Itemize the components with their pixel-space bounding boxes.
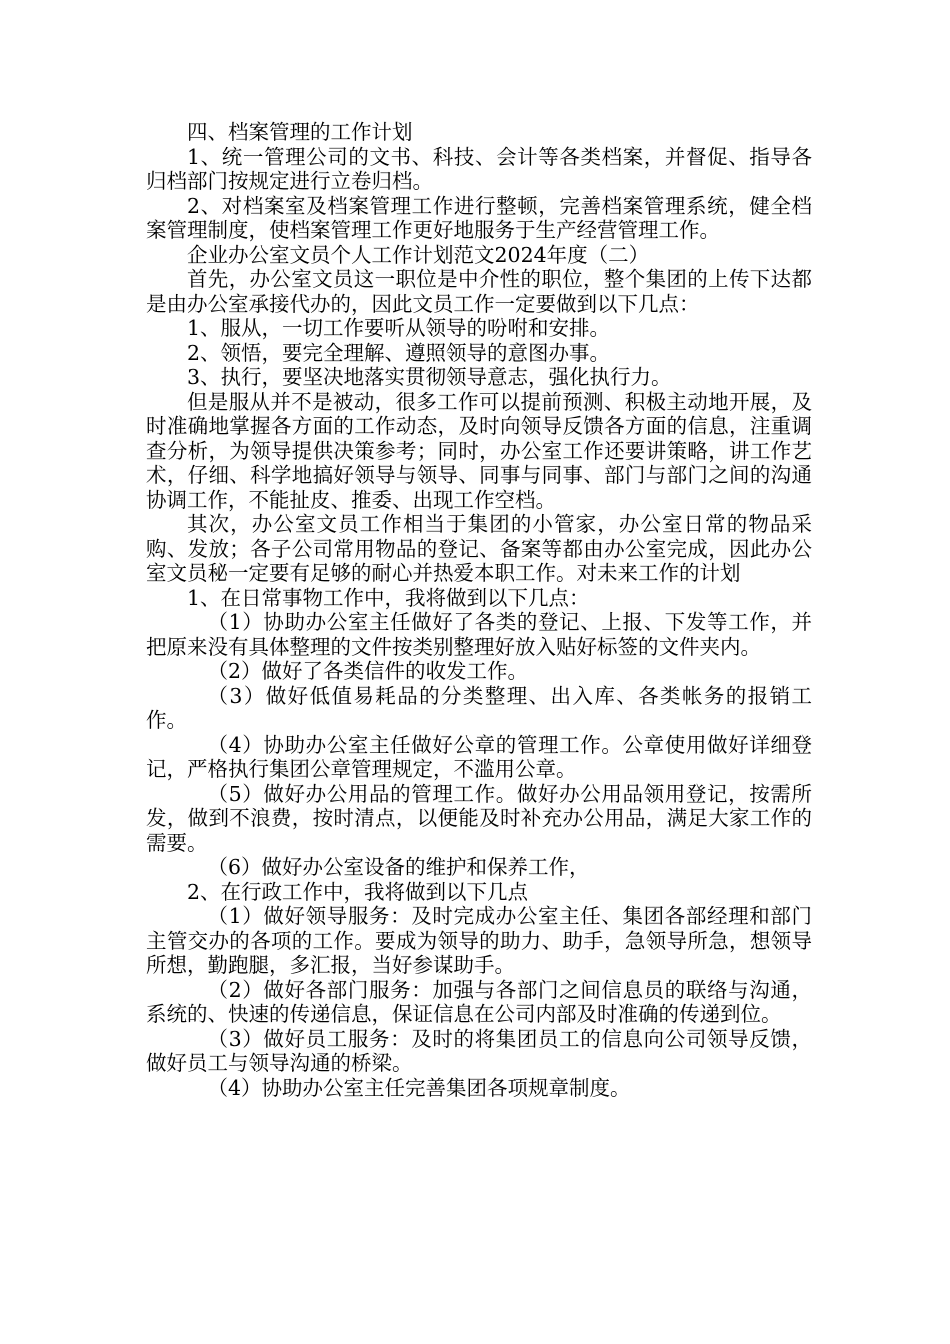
paragraph: 1、在日常事物工作中，我将做到以下几点：	[187, 585, 590, 610]
list-item: （3）做好低值易耗品的分类整理、出入库、各类帐务的报销工作。	[146, 683, 812, 732]
list-item: （1）协助办公室主任做好了各类的登记、上报、下发等工作，并把原来没有具体整理的文件按类别整理好放入贴好标签的文件夹内。	[146, 610, 812, 659]
list-item: （2）做好了各类信件的收发工作。	[207, 659, 529, 683]
paragraph: 1、服从，一切工作要听从领导的吩咐和安排。	[187, 316, 611, 340]
list-item: （6）做好办公室设备的维护和保养工作，	[207, 855, 590, 879]
paragraph: 但是服从并不是被动，很多工作可以提前预测、积极主动地开展，及时准确地掌握各方面的工作动态，及时向领导反馈各方面的信息，注重调查分析，为领导提供决策参考；同时，办公室工作还要讲策略，讲工作艺术，仔细、科学地搞好领导与领导、同事与同事、部门与部门之间的沟通协调工作，不能扯皮、推委、出现工作空档。	[146, 389, 812, 512]
list-item: （1）做好领导服务：及时完成办公室主任、集团各部经理和部门主管交办的各项的工作。要成为领导的助力、助手，急领导所急，想领导所想，勤跑腿，多汇报，当好参谋助手。	[146, 904, 812, 977]
list-item: （4）协助办公室主任完善集团各项规章制度。	[207, 1075, 631, 1100]
list-item: （5）做好办公用品的管理工作。做好办公用品领用登记，按需所发，做到不浪费，按时清点，以便能及时补充办公用品，满足大家工作的需要。	[146, 781, 812, 855]
paragraph-section-heading: 四、档案管理的工作计划	[187, 120, 413, 144]
paragraph: 3、执行，要坚决地落实贯彻领导意志，强化执行力。	[187, 365, 672, 389]
paragraph: 1、统一管理公司的文书、科技、会计等各类档案，并督促、指导各归档部门按规定进行立卷归档。	[146, 144, 812, 193]
paragraph: 其次，办公室文员工作相当于集团的小管家，办公室日常的物品采购、发放；各子公司常用物品的登记、备案等都由办公室完成，因此办公室文员秘一定要有足够的耐心并热爱本职工作。对未来工作的计划	[146, 512, 812, 585]
paragraph-subtitle: 企业办公室文员个人工作计划范文2024年度（二）	[187, 242, 650, 267]
paragraph: 2、对档案室及档案管理工作进行整顿，完善档案管理系统，健全档案管理制度，使档案管理工作更好地服务于生产经营管理工作。	[146, 193, 812, 242]
list-item: （2）做好各部门服务：加强与各部门之间信息员的联络与沟通，系统的、快速的传递信息，保证信息在公司内部及时准确的传递到位。	[146, 977, 812, 1026]
paragraph: 2、领悟，要完全理解、遵照领导的意图办事。	[187, 340, 611, 365]
document-page	[146, 120, 812, 1100]
paragraph: 首先，办公室文员这一职位是中介性的职位，整个集团的上传下达都是由办公室承接代办的，因此文员工作一定要做到以下几点：	[146, 267, 812, 316]
paragraph: 2、在行政工作中，我将做到以下几点	[187, 879, 529, 904]
list-item: （3）做好员工服务：及时的将集团员工的信息向公司领导反馈，做好员工与领导沟通的桥梁。	[146, 1026, 812, 1075]
list-item: （4）协助办公室主任做好公章的管理工作。公章使用做好详细登记，严格执行集团公章管理规定，不滥用公章。	[146, 732, 812, 781]
